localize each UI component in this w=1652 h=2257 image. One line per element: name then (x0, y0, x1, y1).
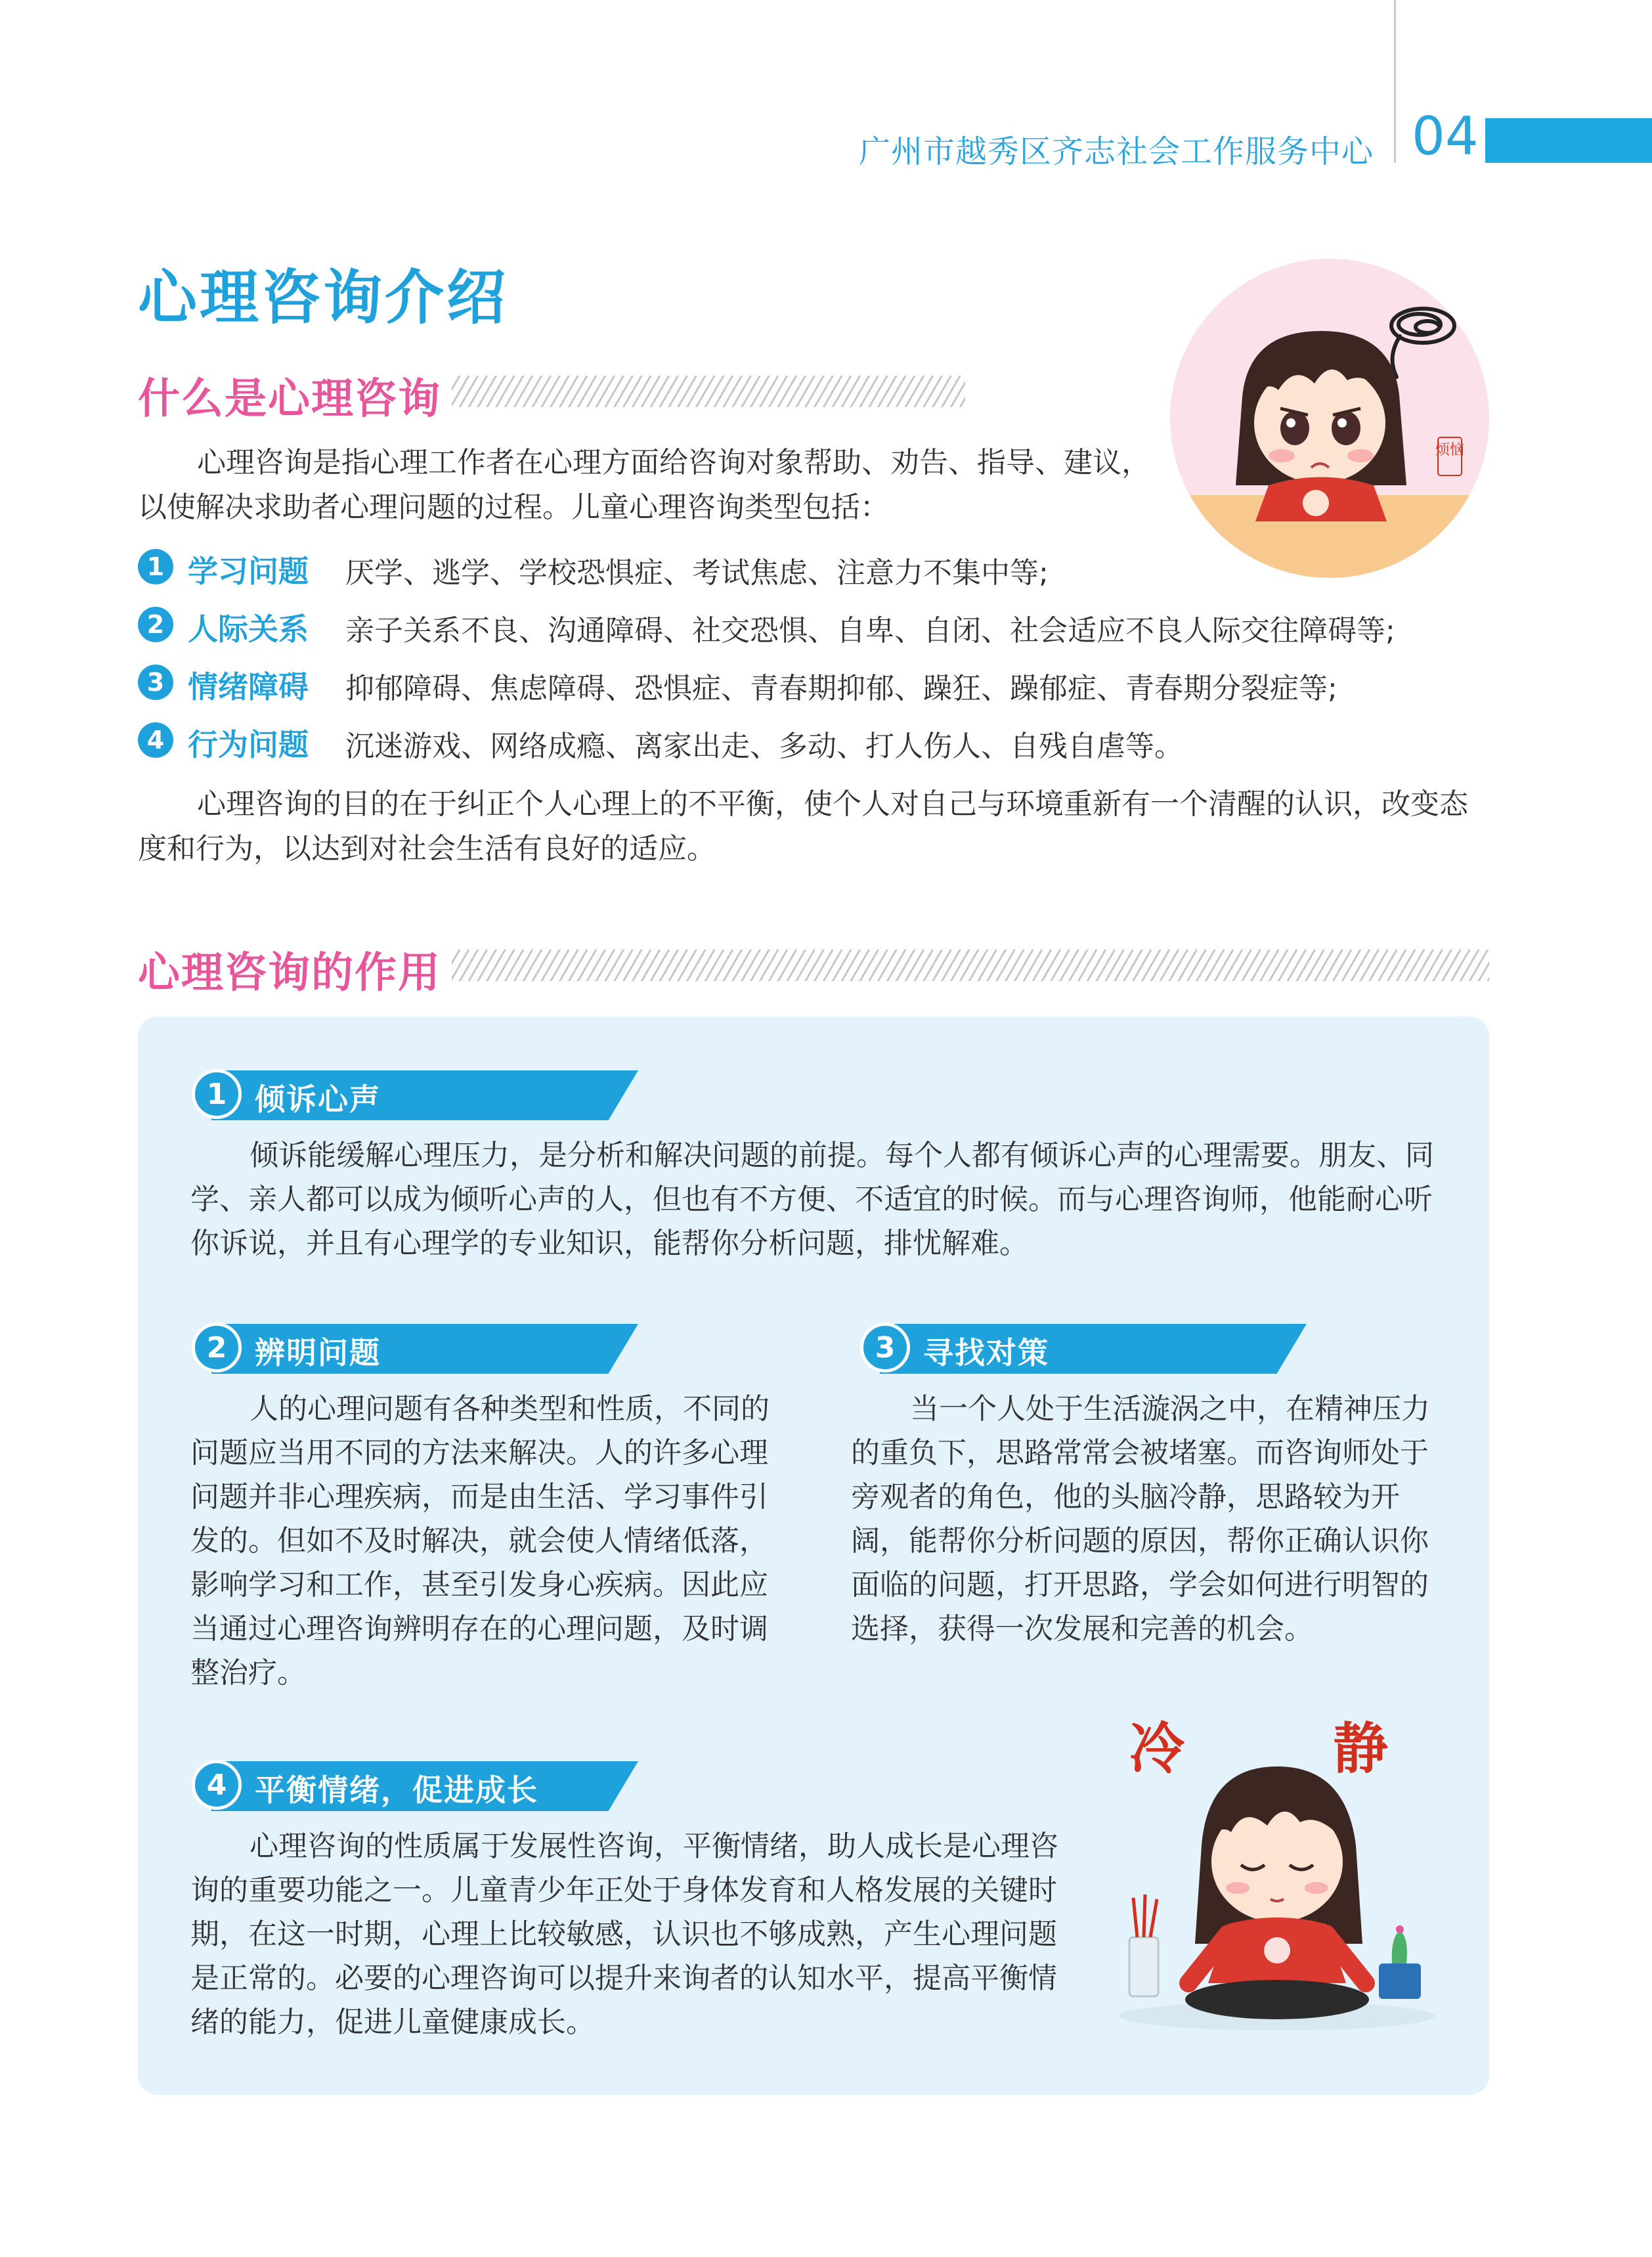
topic4-text (190, 1824, 1083, 2044)
calm-word-2: 静 (1333, 1716, 1389, 1781)
header-divider (1394, 0, 1396, 163)
topic3-number: 3 (860, 1323, 910, 1372)
worried-girl-illustration (1170, 259, 1489, 578)
topic1-number: 1 (192, 1069, 242, 1119)
text-line: 整治疗。 (190, 1656, 306, 1690)
list-item-text: 沉迷游戏、网络成瘾、离家出走、多动、打人伤人、自残自虐等。 (345, 730, 1183, 763)
text-line: 是正常的。必要的心理咨询可以提升来询者的认知水平，提高平衡情 (190, 1961, 1057, 1995)
list-item-label: 学习问题 (188, 554, 309, 589)
text-line: 期，在这一时期，心理上比较敏感，认识也不够成熟，产生心理问题 (190, 1917, 1057, 1951)
section1-intro-line1: 心理咨询是指心理工作者在心理方面给咨询对象帮助、劝告、指导、建议， (197, 446, 1150, 479)
page-number: 04 (1412, 106, 1479, 167)
list-item-label: 情绪障碍 (188, 669, 309, 705)
topic3-text (851, 1387, 1448, 1651)
list-item-text: 亲子关系不良、沟通障碍、社交恐惧、自卑、自闭、社会适应不良人际交往障碍等; (345, 614, 1395, 647)
text-line: 当通过心理咨询辨明存在的心理问题，及时调 (190, 1612, 768, 1646)
topic2-title: 辨明问题 (255, 1335, 381, 1370)
section1-hatch-divider (452, 376, 965, 407)
text-line: 选择，获得一次发展和完善的机会。 (851, 1612, 1313, 1646)
section1-intro-line2: 以使解决求助者心理问题的过程。儿童心理咨询类型包括： (138, 491, 889, 524)
list-number-badge: 4 (138, 722, 173, 758)
text-line: 心理咨询的性质属于发展性咨询，平衡情绪，助人成长是心理咨 (250, 1830, 1058, 1863)
section2-hatch-divider (452, 950, 1489, 981)
text-line: 问题应当用不同的方法来解决。人的许多心理 (190, 1436, 768, 1470)
text-line: 你诉说，并且有心理学的专业知识，能帮你分析问题，排忧解难。 (190, 1227, 1028, 1260)
text-line: 的重负下，思路常常会被堵塞。而咨询师处于 (851, 1436, 1429, 1470)
worried-girl-drawing (1170, 259, 1489, 578)
text-line: 绪的能力，促进儿童健康成长。 (190, 2005, 595, 2039)
list-item-label: 人际关系 (188, 611, 309, 647)
list-number-badge: 2 (138, 607, 173, 642)
stamp-text: 烦恼 (1435, 442, 1465, 458)
text-line: 学、亲人都可以成为倾听心声的人，但也有不方便、不适宜的时候。而与心理咨询师，他能耐心听 (190, 1183, 1433, 1216)
text-line: 问题并非心理疾病，而是由生活、学习事件引 (190, 1480, 768, 1514)
text-line: 当一个人处于生活漩涡之中，在精神压力 (910, 1392, 1430, 1426)
list-item-text: 抑郁障碍、焦虑障碍、恐惧症、青春期抑郁、躁狂、躁郁症、青春期分裂症等; (345, 672, 1337, 705)
organization-name: 广州市越秀区齐志社会工作服务中心 (858, 133, 1374, 170)
section1-title: 什么是心理咨询 (138, 375, 441, 424)
topic4-title: 平衡情绪，促进成长 (255, 1772, 538, 1808)
list-number-badge: 1 (138, 549, 173, 584)
topic2-number: 2 (192, 1323, 242, 1372)
text-line: 影响学习和工作，甚至引发身心疾病。因此应 (190, 1568, 768, 1602)
topic3-title: 寻找对策 (923, 1335, 1049, 1370)
section2-title: 心理咨询的作用 (138, 949, 441, 997)
text-line: 阔，能帮你分析问题的原因，帮你正确认识你 (851, 1524, 1429, 1558)
text-line: 询的重要功能之一。儿童青少年正处于身体发育和人格发展的关键时 (190, 1874, 1057, 1907)
topic1-text (190, 1133, 1464, 1265)
text-line: 发的。但如不及时解决，就会使人情绪低落， (190, 1524, 768, 1558)
list-item-text: 厌学、逃学、学校恐惧症、考试焦虑、注意力不集中等; (345, 556, 1049, 590)
topic1-title: 倾诉心声 (255, 1082, 381, 1117)
topic4-number: 4 (192, 1760, 242, 1810)
text-line: 旁观者的角色，他的头脑冷静，思路较为开 (851, 1480, 1400, 1514)
meditating-girl-illustration (1103, 1747, 1445, 2036)
topic2-text (190, 1387, 781, 1695)
list-number-badge: 3 (138, 665, 173, 700)
section1-purpose-line1: 心理咨询的目的在于纠正个人心理上的不平衡，使个人对自己与环境重新有一个清醒的认识，改变态 (197, 787, 1468, 821)
header-accent-bar (1485, 118, 1652, 163)
page-title: 心理咨询介绍 (138, 263, 508, 332)
calm-word-1: 冷 (1129, 1716, 1185, 1781)
text-line: 人的心理问题有各种类型和性质，不同的 (250, 1392, 770, 1426)
list-item-label: 行为问题 (188, 727, 309, 762)
section1-purpose-line2: 度和行为，以达到对社会生活有良好的适应。 (138, 832, 716, 866)
text-line: 面临的问题，打开思路，学会如何进行明智的 (851, 1568, 1429, 1602)
text-line: 倾诉能缓解心理压力，是分析和解决问题的前提。每个人都有倾诉心声的心理需要。朋友、同 (250, 1139, 1434, 1172)
